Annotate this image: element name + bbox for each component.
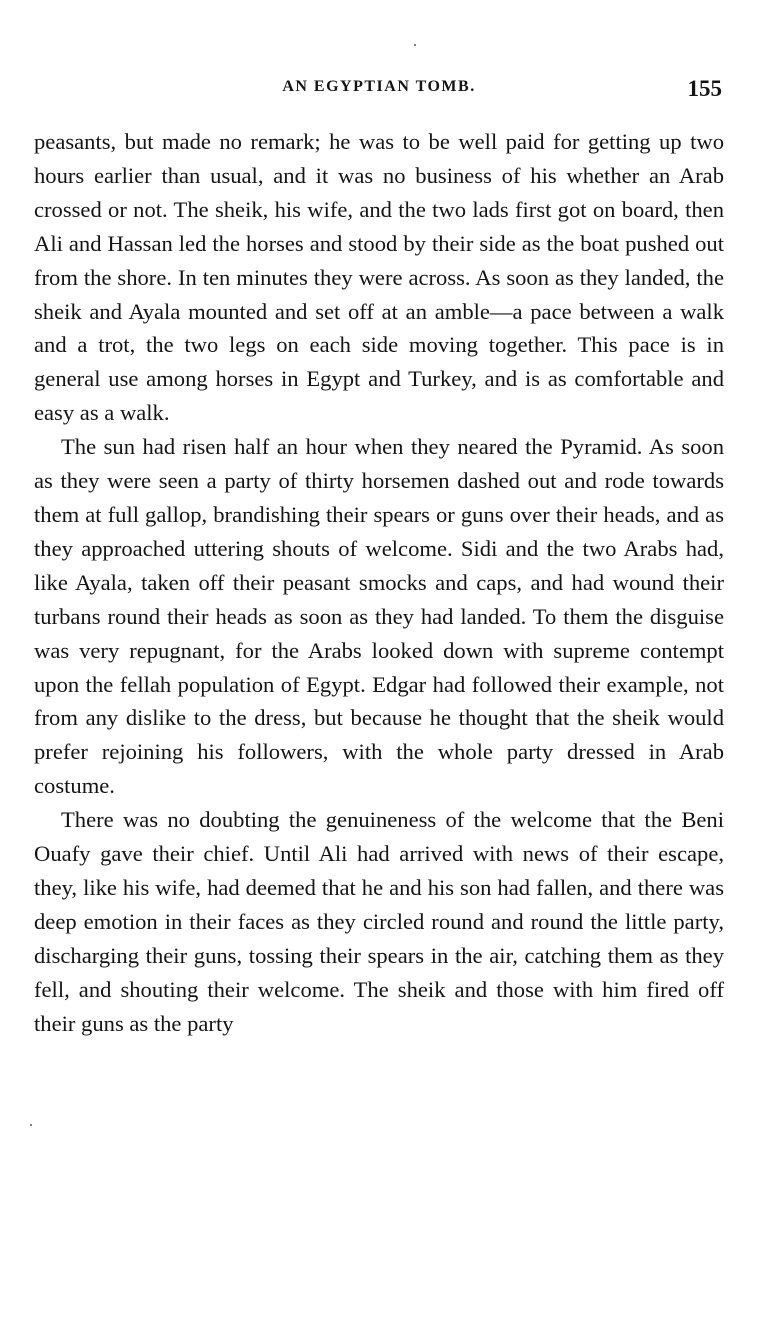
page-body — [34, 125, 724, 1040]
running-title: AN EGYPTIAN TOMB. — [282, 78, 476, 95]
page-number: 155 — [687, 76, 722, 101]
page-header — [34, 76, 724, 106]
paragraph-1: peasants, but made no remark; he was to be well paid for getting up two hours earlier than usual, and it was no business of his whether an Arab crossed or not. The sheik, his wife, and the two lads first got on board, then Ali and Hassan led the horses and stood by their side as the boat pushed out from the shore. In ten minutes they were across. As soon as they landed, the sheik and Ayala mounted and set off at an amble—a pace between a walk and a trot, the two legs on each side moving together. This pace is in general use among horses in Egypt and Turkey, and is as comfortable and easy as a walk. — [34, 129, 724, 426]
paragraph-3: There was no doubting the genuineness of the welcome that the Beni Ouafy gave their chief. Until Ali had arrived with news of their escape, they, like his wife, had deemed that he and his son had fallen, and there was deep emotion in their faces as they circled round and round the little party, discharging their guns, tossing their spears in the air, catching them as they fell, and shouting their welcome. The sheik and those with him fired off their guns as the party — [34, 807, 724, 1036]
page-speck — [414, 44, 416, 46]
page-speck — [30, 1124, 32, 1126]
paragraph-2: The sun had risen half an hour when they neared the Pyramid. As soon as they were seen a party of thirty horsemen dashed out and rode towards them at full gallop, brandishing their spears or guns over their heads, and as they approached uttering shouts of welcome. Sidi and the two Arabs had, like Ayala, taken off their peasant smocks and caps, and had wound their turbans round their heads as soon as they had landed. To them the disguise was very repugnant, for the Arabs looked down with supreme contempt upon the fellah population of Egypt. Edgar had followed their example, not from any dislike to the dress, but because he thought that the sheik would prefer rejoining his followers, with the whole party dressed in Arab costume. — [34, 434, 724, 799]
